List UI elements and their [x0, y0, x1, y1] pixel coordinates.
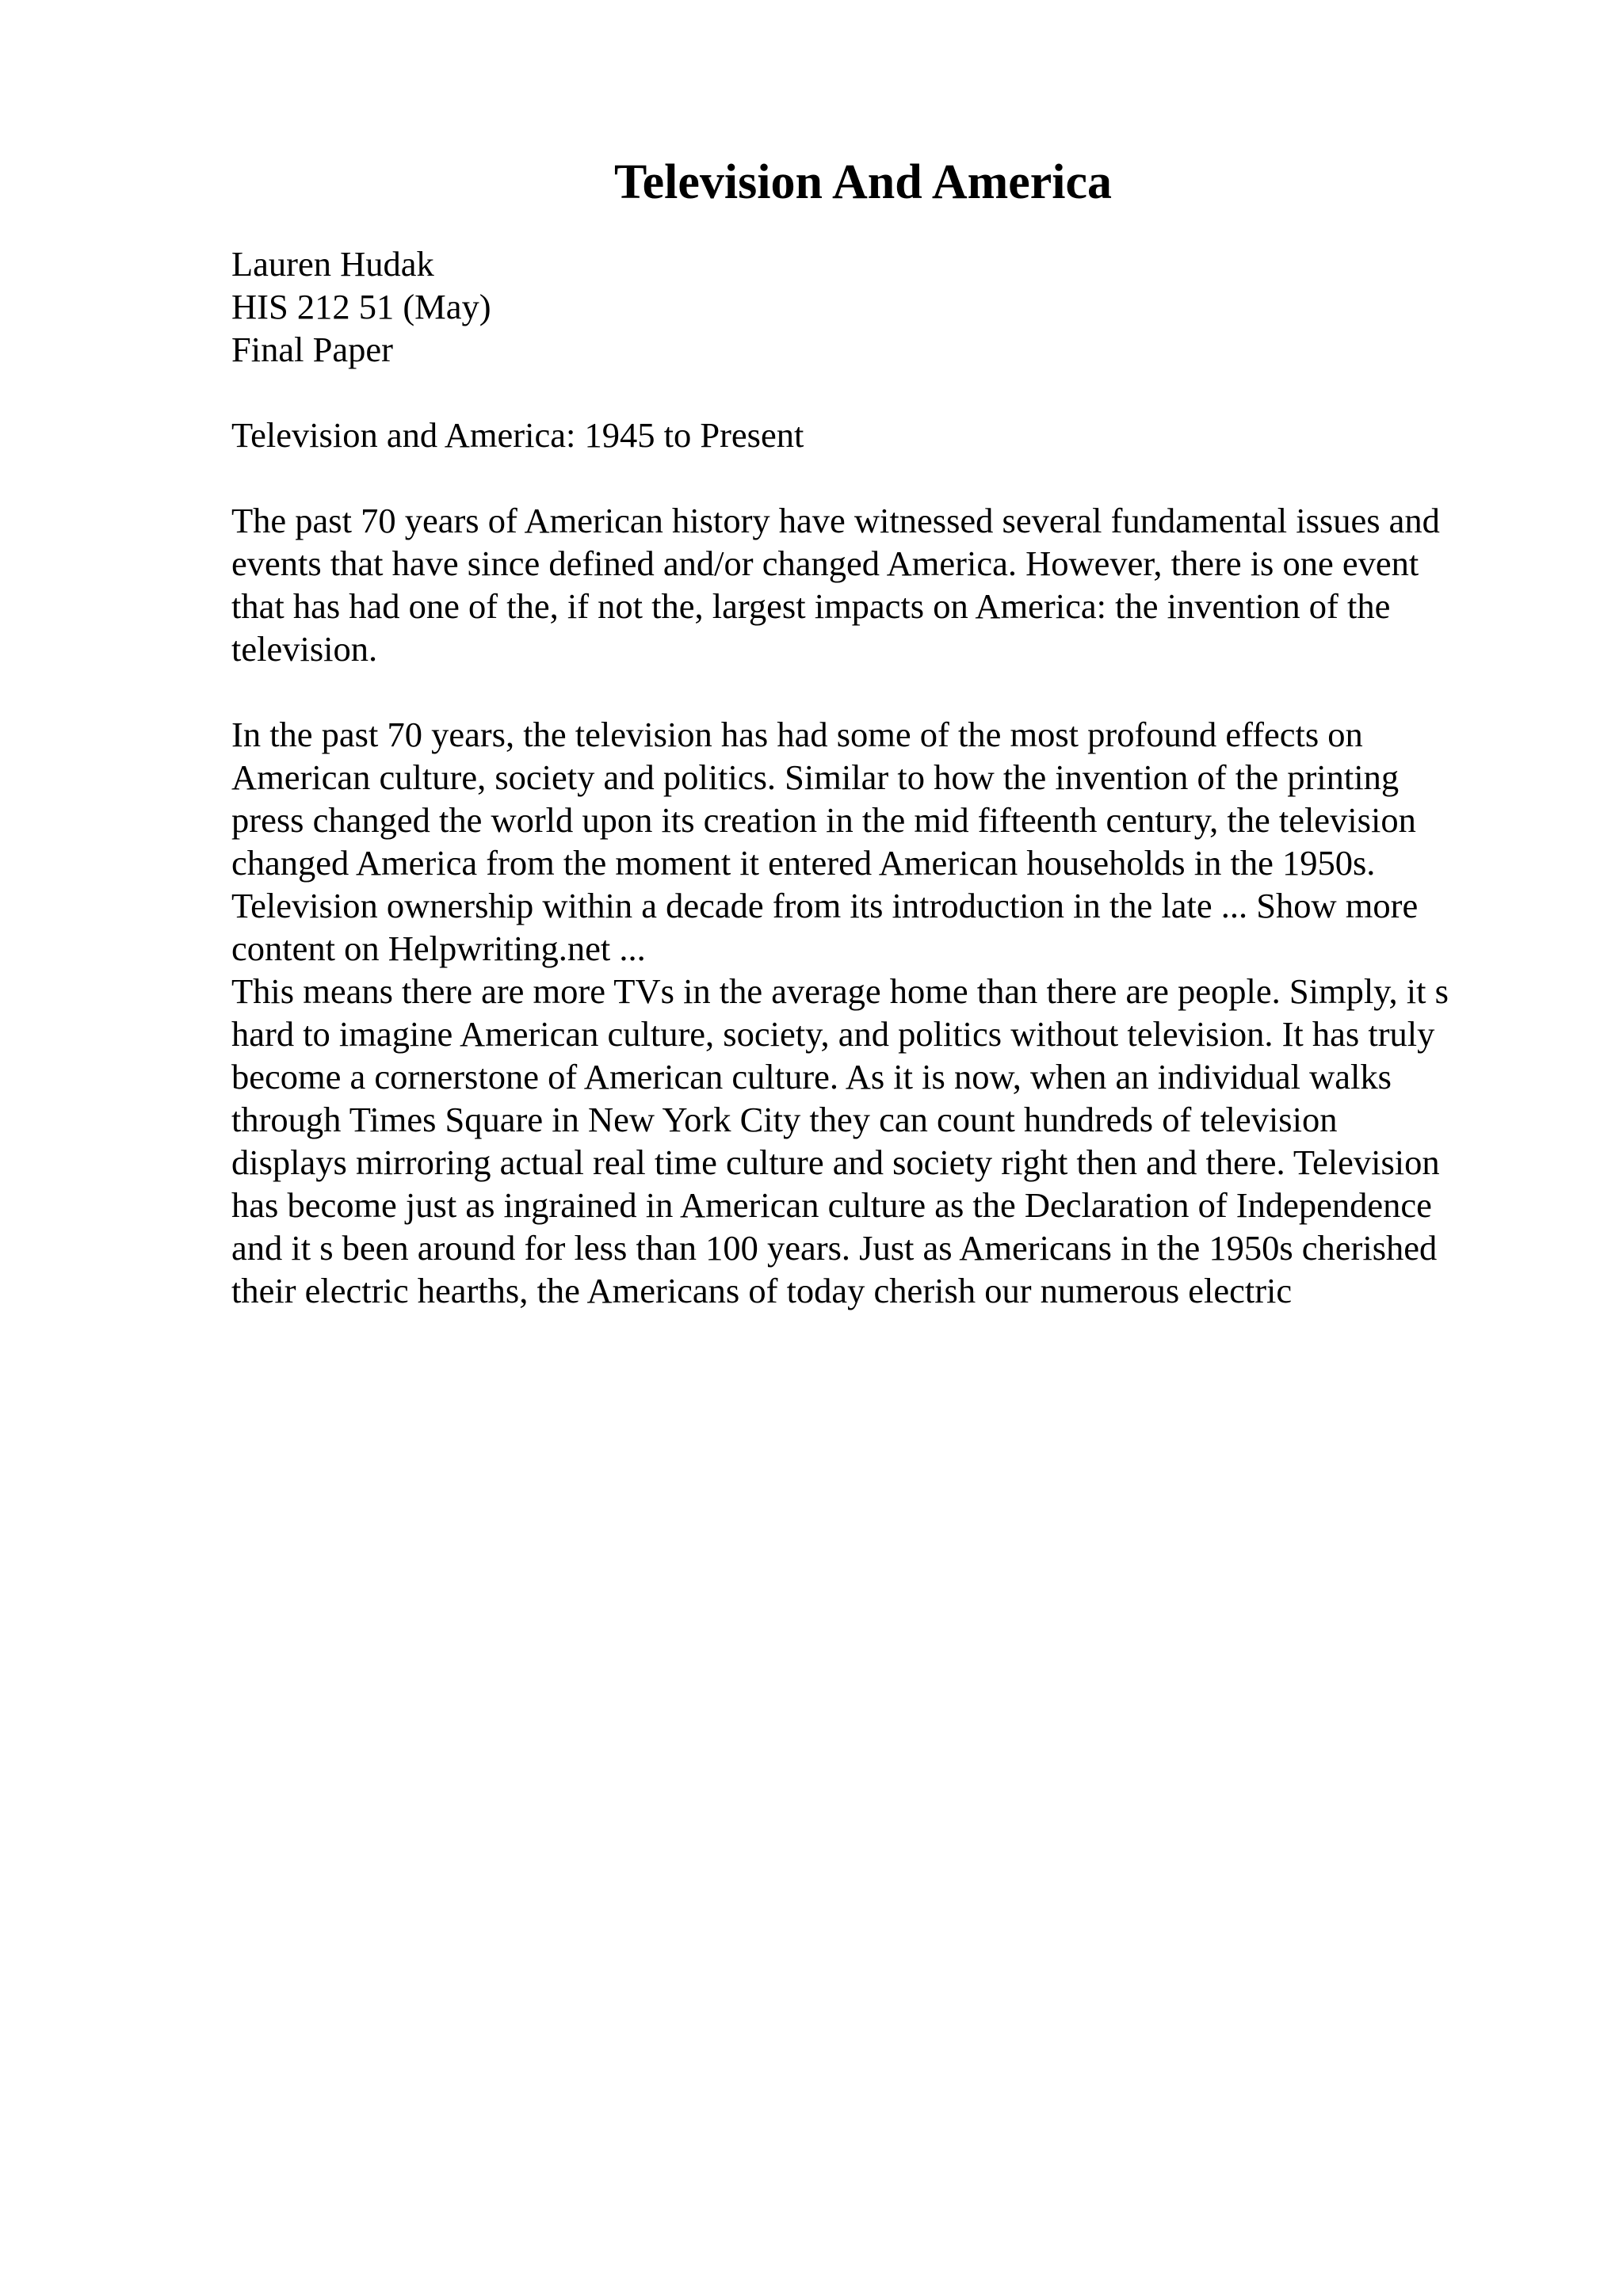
- spacer: [231, 456, 1602, 499]
- text-line: has become just as ingrained in American culture as the Declaration of Independence: [231, 1185, 1432, 1225]
- spacer: [231, 670, 1602, 713]
- text-line: changed America from the moment it entered American households in the 1950s.: [231, 843, 1376, 883]
- course-code: HIS 212 51 (May): [231, 287, 491, 326]
- paragraph-intro: [231, 499, 1602, 670]
- text-line: Television ownership within a decade from its introduction in the late ... Show more: [231, 886, 1419, 925]
- text-line: and it s been around for less than 100 years. Just as Americans in the 1950s cherished: [231, 1228, 1438, 1268]
- text-line: through Times Square in New York City they can count hundreds of television: [231, 1100, 1338, 1139]
- text-line: The past 70 years of American history have witnessed several fundamental issues and: [231, 501, 1440, 540]
- assignment-name: Final Paper: [231, 330, 393, 369]
- text-line: become a cornerstone of American culture. As it is now, when an individual walks: [231, 1057, 1392, 1097]
- text-line: press changed the world upon its creation in the mid fifteenth century, the television: [231, 800, 1416, 840]
- text-line: In the past 70 years, the television has had some of the most profound effects on: [231, 715, 1363, 754]
- paragraph-body: [231, 713, 1602, 1312]
- text-line: content on Helpwriting.net ...: [231, 929, 646, 968]
- text-line: displays mirroring actual real time culture and society right then and there. Television: [231, 1142, 1440, 1182]
- text-line: events that have since defined and/or changed America. However, there is one event: [231, 543, 1419, 583]
- text-line: that has had one of the, if not the, largest impacts on America: the invention of the: [231, 586, 1391, 626]
- text-line: This means there are more TVs in the average home than there are people. Simply, it s: [231, 971, 1449, 1011]
- text-line: television.: [231, 629, 378, 669]
- author-name: Lauren Hudak: [231, 244, 434, 284]
- text-line: American culture, society and politics. Similar to how the invention of the printing: [231, 757, 1400, 797]
- text-line: hard to imagine American culture, society, and politics without television. It has truly: [231, 1014, 1435, 1054]
- document-body: [231, 242, 1602, 1312]
- document-title: Television And America: [613, 155, 1113, 209]
- text-line: their electric hearths, the Americans of today cherish our numerous electric: [231, 1271, 1293, 1310]
- author-header: [231, 242, 1602, 371]
- spacer: [231, 371, 1602, 414]
- paper-subtitle: Television and America: 1945 to Present: [231, 415, 804, 455]
